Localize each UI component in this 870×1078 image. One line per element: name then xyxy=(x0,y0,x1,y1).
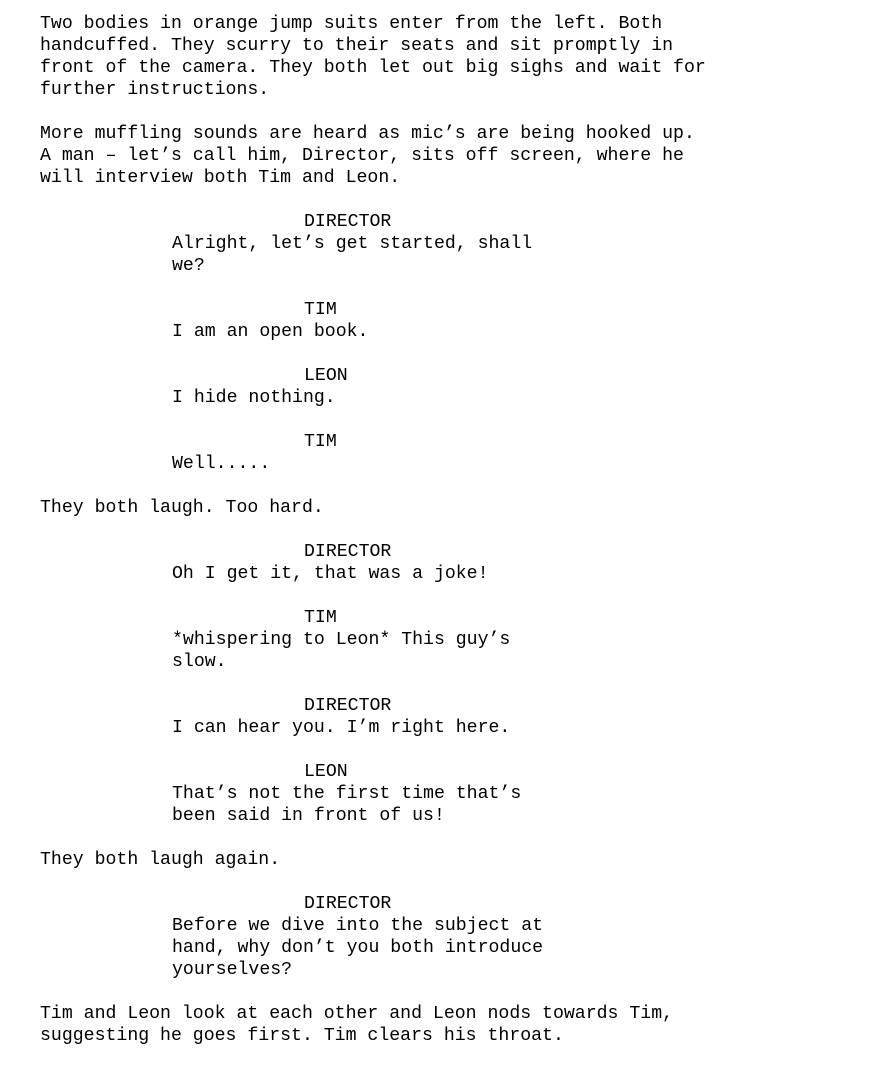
dialogue-line: That’s not the first time that’s been said in front of us! xyxy=(172,784,522,826)
action-line: Tim and Leon look at each other and Leon nods towards Tim, suggesting he goes first. Tim clears his throat. xyxy=(40,1004,674,1046)
character-name: TIM xyxy=(304,608,337,628)
dialogue-line: I am an open book. xyxy=(172,322,369,342)
character-name: DIRECTOR xyxy=(304,894,392,914)
dialogue-line: *whispering to Leon* This guy’s slow. xyxy=(172,630,511,672)
action-line: They both laugh. Too hard. xyxy=(40,498,324,518)
action-line: They both laugh again. xyxy=(40,850,281,870)
character-name: LEON xyxy=(304,366,348,386)
character-name: TIM xyxy=(304,300,337,320)
character-name: DIRECTOR xyxy=(304,542,392,562)
character-name: DIRECTOR xyxy=(304,696,392,716)
character-name: TIM xyxy=(304,432,337,452)
dialogue-line: Oh I get it, that was a joke! xyxy=(172,564,489,584)
character-name: DIRECTOR xyxy=(304,212,392,232)
action-line: More muffling sounds are heard as mic’s are being hooked up. A man – let’s call him, Director, sits off screen, where he will interview both Tim and Leon. xyxy=(40,124,695,188)
dialogue-line: Well..... xyxy=(172,454,271,474)
dialogue-line: I can hear you. I’m right here. xyxy=(172,718,511,738)
dialogue-line: Alright, let’s get started, shall we? xyxy=(172,234,533,276)
action-line: Two bodies in orange jump suits enter from the left. Both handcuffed. They scurry to their seats and sit promptly in front of the camera. They both let out big sighs and wait for further instructions. xyxy=(40,14,706,100)
dialogue-line: Before we dive into the subject at hand, why don’t you both introduce yourselves? xyxy=(172,916,544,980)
character-name: LEON xyxy=(304,762,348,782)
dialogue-line: I hide nothing. xyxy=(172,388,336,408)
